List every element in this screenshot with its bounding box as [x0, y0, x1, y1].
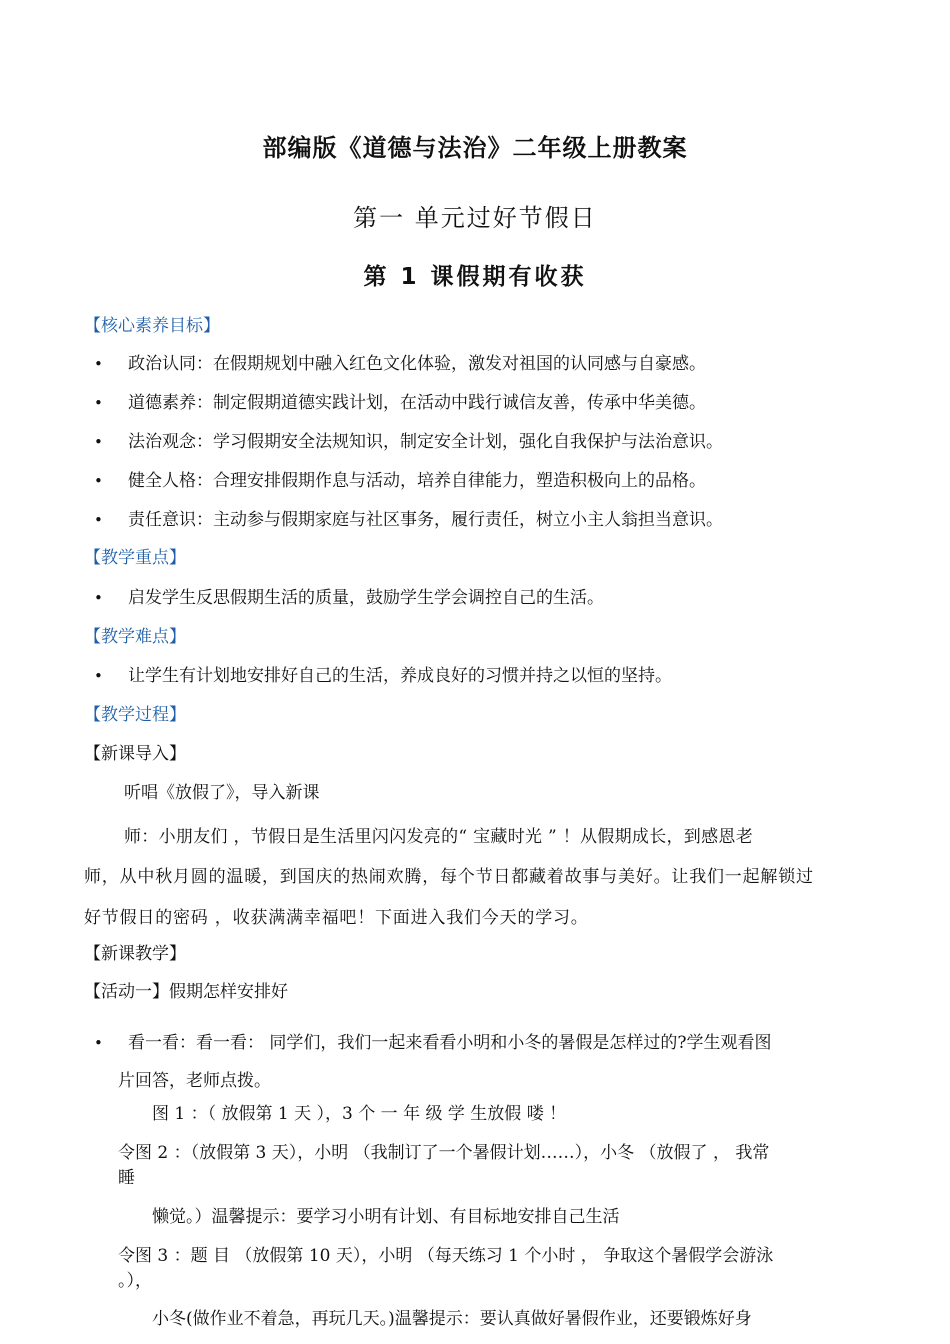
figure-line: 。）， — [118, 1271, 152, 1291]
core-goal-item: • 道德素养：制定假期道德实践计划，在活动中践行诚信友善，传承中华美德。 — [94, 393, 706, 413]
teaching-heading: 【新课教学】 — [84, 944, 186, 964]
look-item-continuation: 片回答，老师点拨。 — [118, 1071, 271, 1091]
look-item: • 看一看：看一看： 同学们，我们一起来看看小明和小冬的暑假是怎样过的?学生观看图 — [94, 1033, 772, 1053]
bullet-icon: • — [94, 394, 103, 412]
intro-heading: 【新课导入】 — [84, 744, 186, 764]
bullet-icon: • — [94, 472, 103, 490]
activity-heading: 【活动一】假期怎样安排好 — [84, 982, 288, 1002]
difficulties-heading: 【教学难点】 — [84, 627, 186, 647]
core-goal-item: • 健全人格：合理安排假期作息与活动，培养自律能力，塑造积极向上的品格。 — [94, 471, 706, 491]
document-title: 部编版《道德与法治》二年级上册教案 — [262, 134, 688, 162]
figure-line: 令图 2 ：（放假第 3 天），小明 （我制订了一个暑假计划……），小冬 （放假了 ， 我常 — [118, 1143, 770, 1163]
key-points-heading: 【教学重点】 — [84, 548, 186, 568]
intro-paragraph-line: 好节假日的密码 ，收获满满幸福吧！下面进入我们今天的学习。 — [84, 908, 589, 928]
bullet-icon: • — [94, 1034, 103, 1052]
bullet-icon: • — [94, 667, 103, 685]
bullet-icon: • — [94, 433, 103, 451]
process-heading: 【教学过程】 — [84, 705, 186, 725]
intro-paragraph-line: 师：小朋友们 ，节假日是生活里闪闪发亮的“ 宝藏时光 ” ！从假期成长，到感恩老 — [124, 827, 753, 847]
core-goal-item: • 责任意识：主动参与假期家庭与社区事务，履行责任，树立小主人翁担当意识。 — [94, 510, 723, 530]
difficulty-item: • 让学生有计划地安排好自己的生活，养成良好的习惯并持之以恒的坚持。 — [94, 666, 672, 686]
core-goals-heading: 【核心素养目标】 — [84, 316, 220, 336]
unit-title: 第一 单元过好节假日 — [353, 204, 597, 232]
key-point-item: • 启发学生反思假期生活的质量，鼓励学生学会调控自己的生活。 — [94, 588, 604, 608]
intro-line: 听唱《放假了》，导入新课 — [124, 783, 320, 803]
core-goal-item: • 政治认同：在假期规划中融入红色文化体验，激发对祖国的认同感与自豪感。 — [94, 354, 706, 374]
lesson-title: 第 1 课假期有收获 — [363, 264, 587, 290]
figure-line: 令图 3 ：题 目 （放假第 10 天），小明 （每天练习 1 个小时 ， 争取这个暑假学会游泳 — [118, 1246, 774, 1266]
figure-line: 懒觉。）温馨提示：要学习小明有计划、有目标地安排自己生活 — [152, 1207, 620, 1227]
figure-line: 小冬(做作业不着急，再玩几天。)温馨提示：要认真做好暑假作业，还要锻炼好身 — [152, 1309, 752, 1329]
bullet-icon: • — [94, 511, 103, 529]
bullet-icon: • — [94, 355, 103, 373]
core-goal-item: • 法治观念：学习假期安全法规知识，制定安全计划，强化自我保护与法治意识。 — [94, 432, 723, 452]
figure-line: 图 1 ：（ 放假第 1 天 ），3 个 一 年 级 学 生放假 喽 ！ — [152, 1104, 567, 1124]
intro-paragraph-line: 师，从中秋月圆的温暖，到国庆的热闹欢腾，每个节日都藏着故事与美好。让我们一起解锁过 — [84, 867, 814, 887]
figure-line: 睡 — [118, 1168, 135, 1188]
bullet-icon: • — [94, 589, 103, 607]
